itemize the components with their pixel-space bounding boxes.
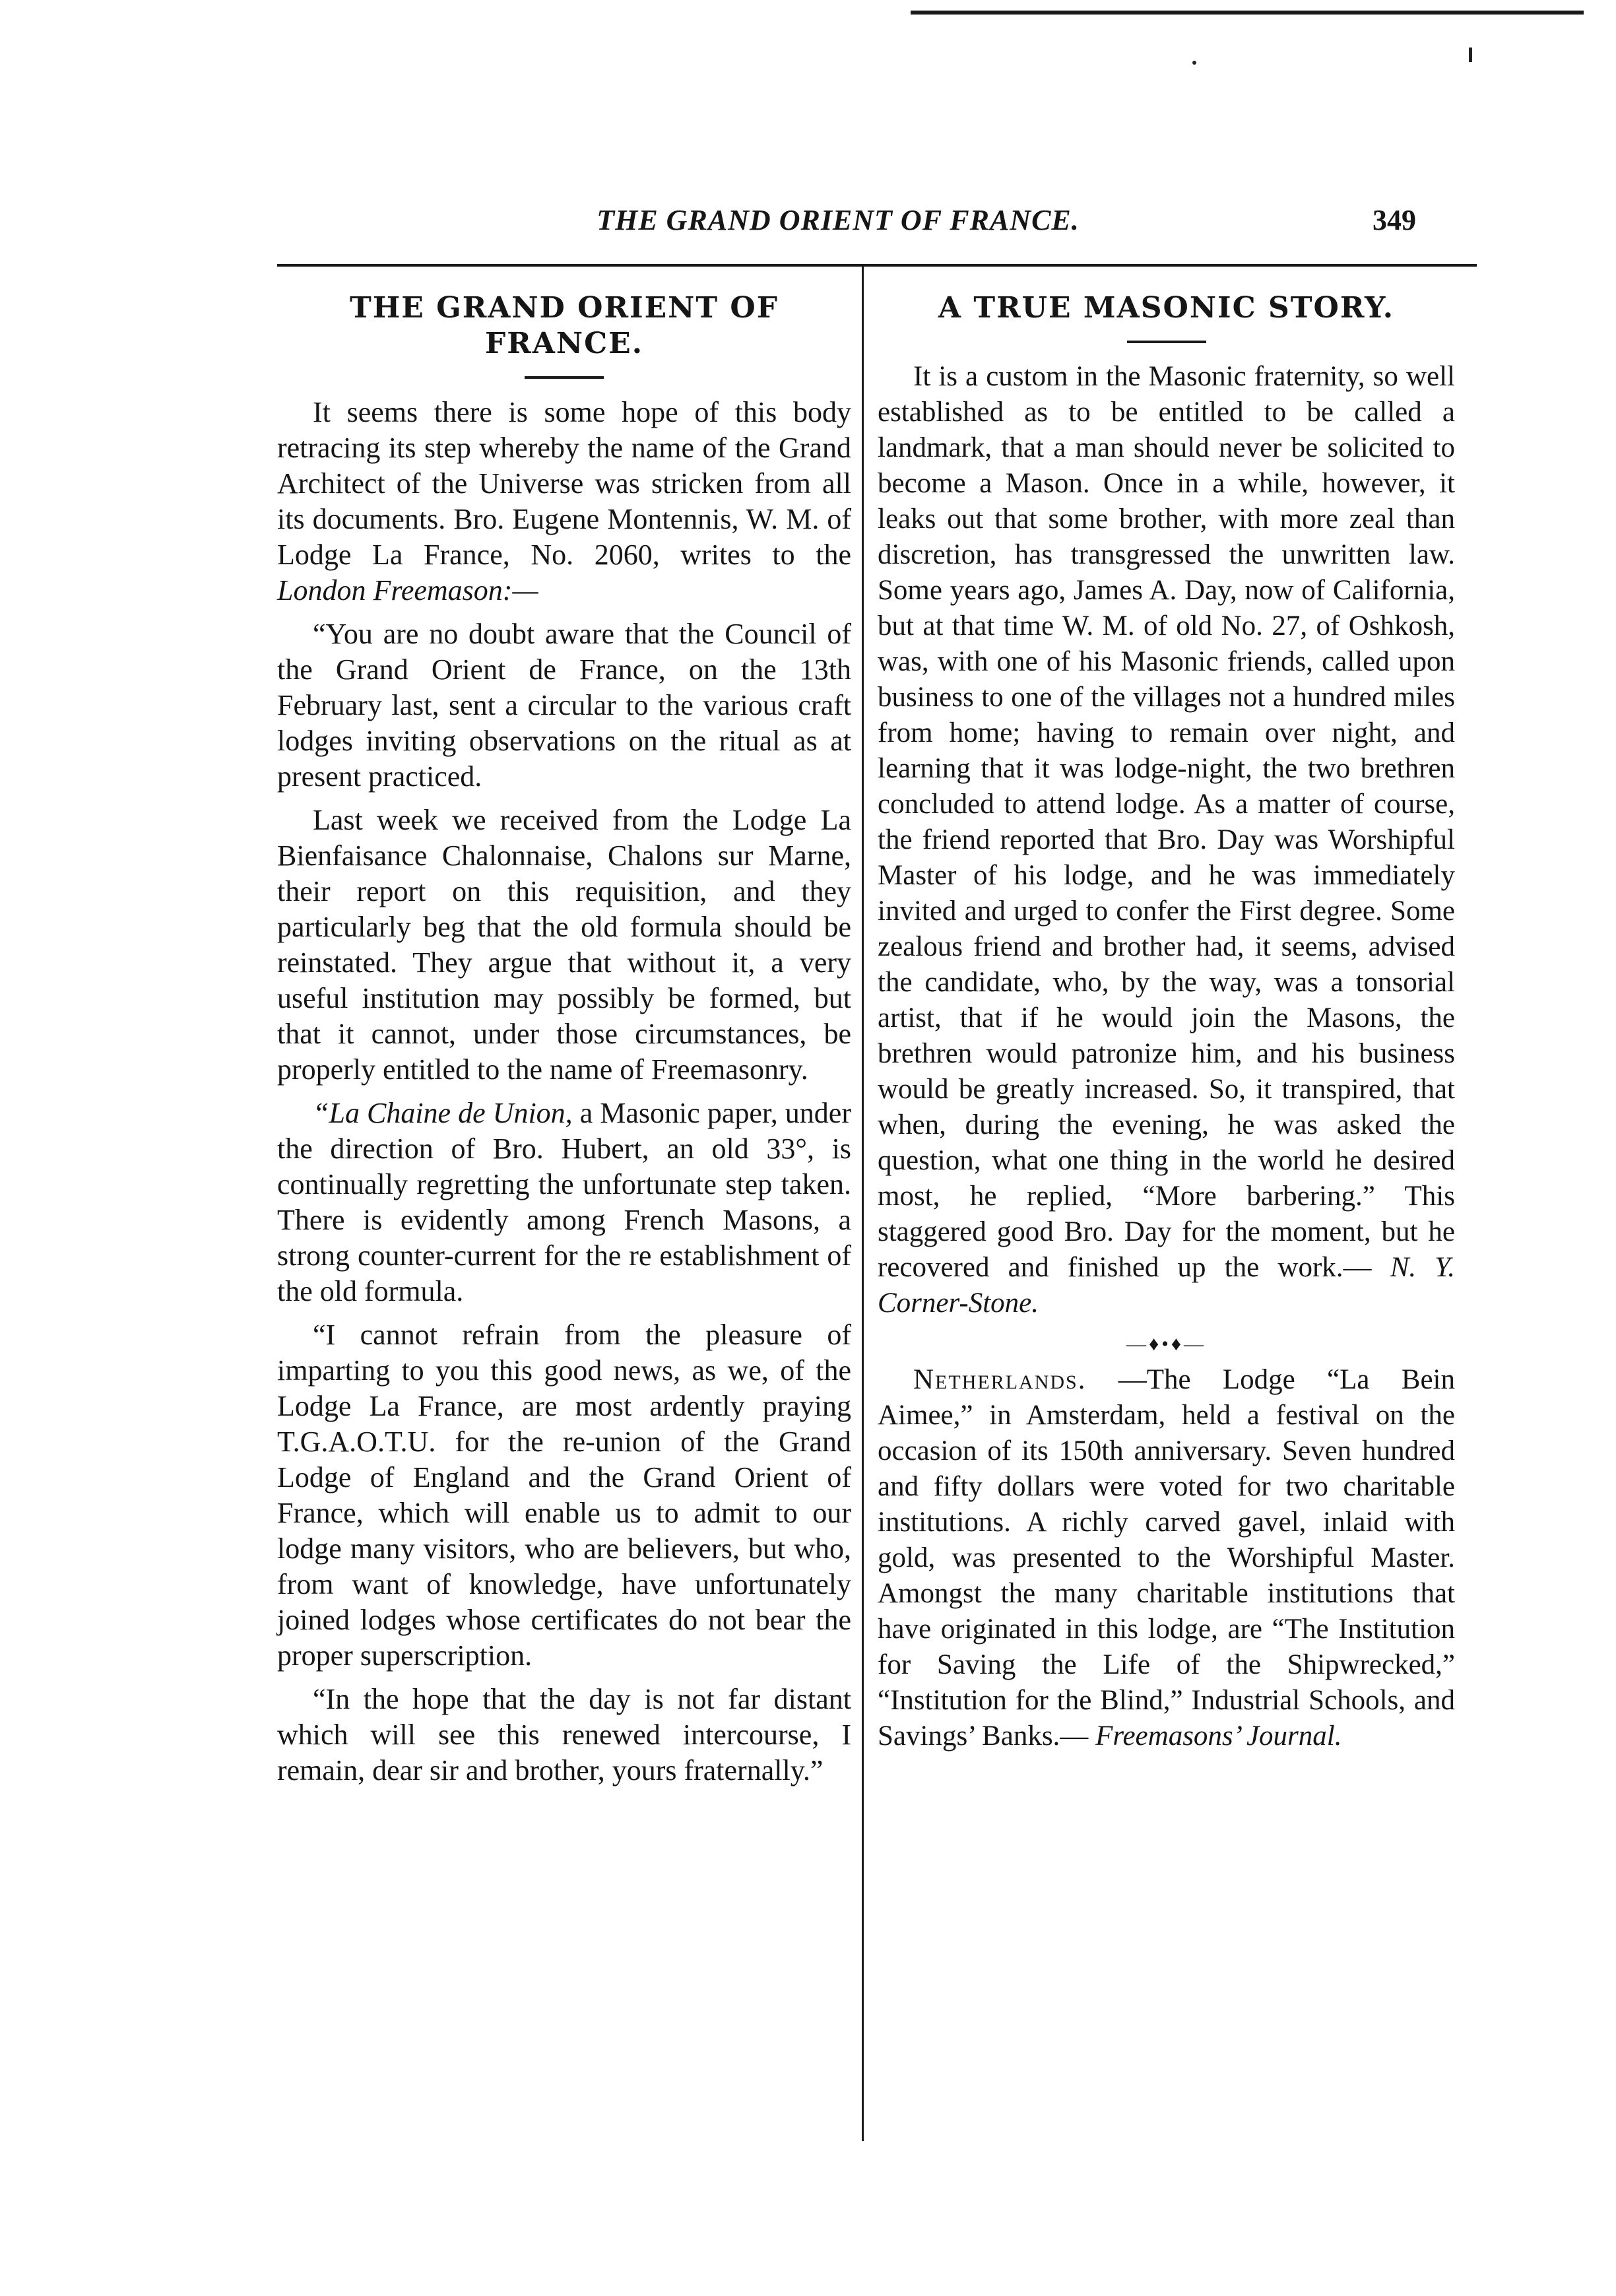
article-heading: THE GRAND ORIENT OF FRANCE. <box>349 291 779 360</box>
left-column <box>277 284 851 1796</box>
article-paragraph <box>277 1096 851 1309</box>
right-column <box>878 284 1455 1762</box>
top-rule <box>911 11 1584 15</box>
article-paragraph <box>878 359 1455 1321</box>
heading-rule <box>525 376 604 379</box>
article-paragraph: “In the hope that the day is not far distant which will see this renewed intercourse, I remain, dear sir and brother, yours fraternally.” <box>277 1683 851 1787</box>
page-number: 349 <box>1373 204 1416 236</box>
print-speck <box>1192 61 1196 65</box>
paragraph-text: It seems there is some hope of this body retracing its step whereby the name of the Grand Architect of the Universe was stricken from all its documents. Bro. Eugene Montennis, W. M. of Lodge La France, No. 2060, writes to the <box>277 396 851 571</box>
publication-name: London Freemason:— <box>277 574 538 607</box>
section-ornament: —♦•♦— <box>1126 1333 1207 1355</box>
running-head <box>0 203 1616 256</box>
source-credit: Freemasons’ Journal. <box>1095 1721 1342 1752</box>
paragraph-text: —The Lodge “La Bein Aimee,” in Amsterdam, held a festival on the occasion of its 150th anniversary. Seven hundred and fifty dollars were voted for two charitable institutions. A richly carved gavel, inlaid with gold, was presented to the Worshipful Master. Amongst the many charitable institutions that have originated in this lodge, are “The Institution for Saving the Life of the Shipwrecked,” “Institution for the Blind,” Industrial Schools, and Savings’ Banks.— <box>878 1364 1455 1752</box>
news-item-lead: Netherlands. <box>913 1364 1087 1395</box>
news-item <box>878 1362 1455 1754</box>
paragraph-text: It is a custom in the Masonic fraternity, so well established as to be entitled to be called a landmark, that a man should never be solicited to become a Mason. Once in a while, however, it leaks out that some brother, with more zeal than discretion, has transgressed the unwritten law. Some years ago, James A. Day, now of California, but at that time W. M. of old No. 27, of Oshkosh, was, with one of his Masonic friends, called upon business to one of the villages not a hundred miles from home; having to remain over night, and learning that it was lodge-night, the two brethren concluded to attend lodge. As a matter of course, the friend reported that Bro. Day was Worshipful Master of his lodge, and he was immediately invited and urged to confer the First degree. Some zealous friend and brother had, it seems, advised the candidate, who, by the way, was a tonsorial artist, that if he would join the Masons, the brethren would patronize him, and his business would be greatly increased. So, it transpired, that when, during the evening, he was asked the question, what one thing in the world he desired most, he replied, “More barbering.” This staggered good Bro. Day for the moment, but he recovered and finished up the work.— <box>878 361 1455 1283</box>
article-paragraph: Last week we received from the Lodge La Bienfaisance Chalonnaise, Chalons sur Marne, their report on this requisition, and they particularly beg that the old formula should be reinstated. They argue that without it, a very useful institution may possibly be formed, but that it cannot, under those circumstances, be properly entitled to the name of Freemasonry. <box>277 804 851 1086</box>
print-speck <box>1469 48 1472 62</box>
source-credit: N. Y. Corner-Stone. <box>878 1252 1455 1319</box>
header-rule <box>277 264 1477 267</box>
article-paragraph <box>277 395 851 608</box>
publication-name: “La Chaine de Union, <box>313 1097 573 1129</box>
running-title: THE GRAND ORIENT OF FRANCE. <box>597 204 1080 236</box>
article-paragraph: “You are no doubt aware that the Council of the Grand Orient de France, on the 13th February last, sent a circular to the various craft lodges inviting observations on the ritual as at present practiced. <box>277 618 851 793</box>
heading-rule <box>1127 341 1206 343</box>
article-paragraph: “I cannot refrain from the pleasure of imparting to you this good news, as we, of the Lodge La France, are most ardently praying T.G.A.O.T.U. for the re-union of the Grand Lodge of England and the Grand Orient of France, which will enable us to admit to our lodge many visitors, who are believers, but who, from want of knowledge, have unfortunately joined lodges whose certificates do not bear the proper superscription. <box>277 1319 851 1672</box>
paragraph-text: a Masonic paper, under the direction of Bro. Hubert, an old 33°, is continually regretting the unfortunate step taken. There is evidently among French Masons, a strong counter-current for the re establishment of the old formula. <box>277 1097 851 1307</box>
article-heading: A TRUE MASONIC STORY. <box>938 291 1395 325</box>
column-divider <box>862 267 864 2141</box>
